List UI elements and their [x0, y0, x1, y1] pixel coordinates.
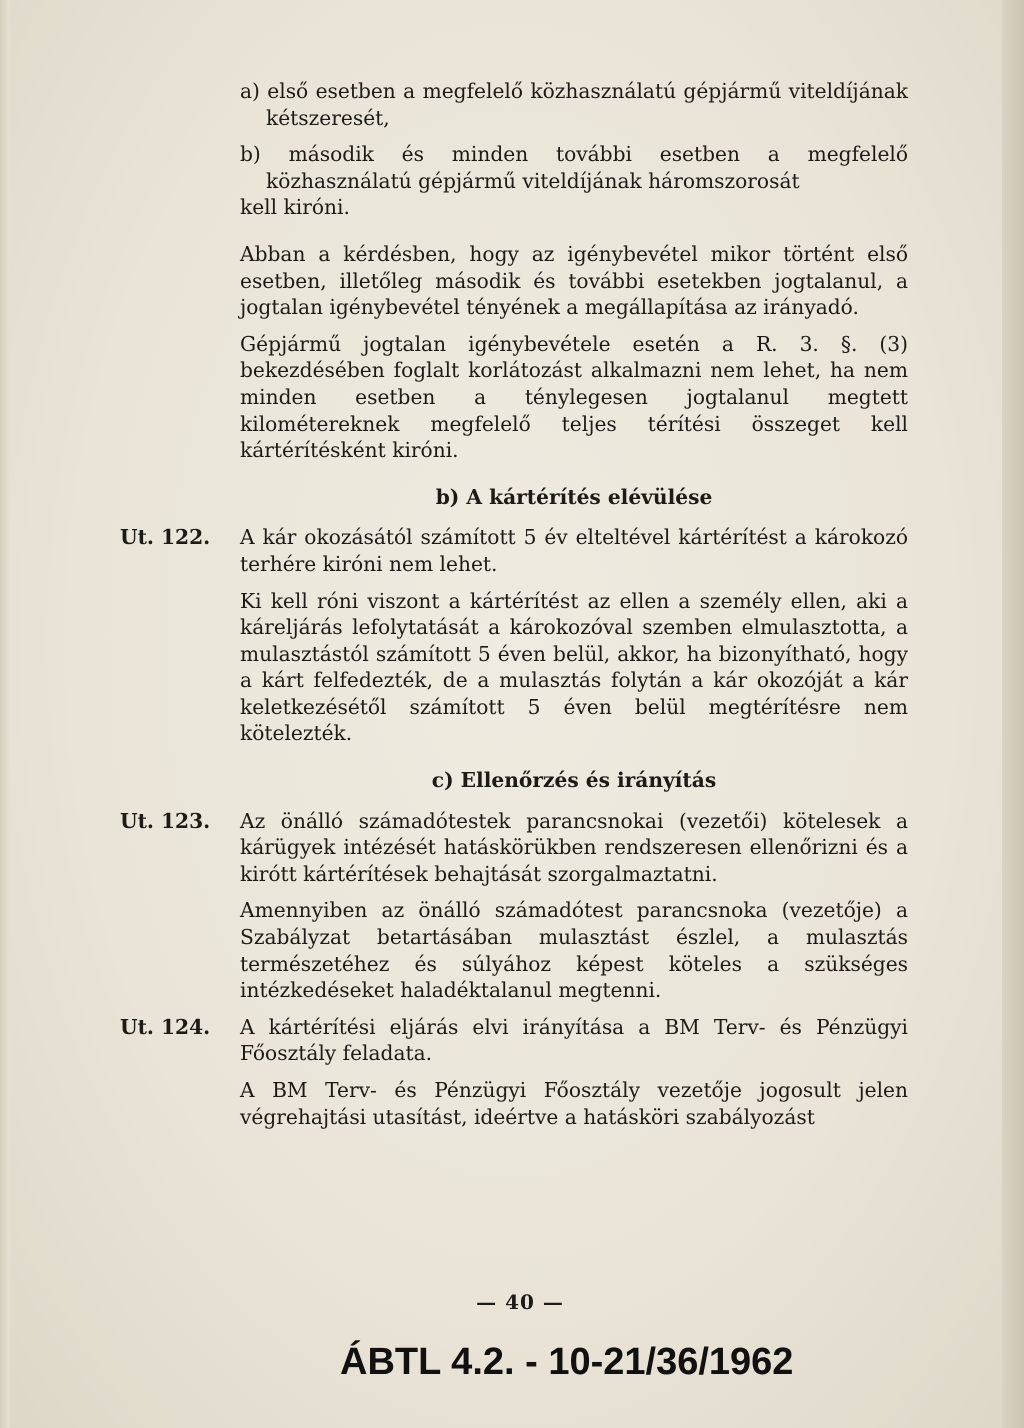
ut-123-label: Ut. 123. [120, 808, 211, 833]
section-c-paragraphs [120, 897, 908, 1003]
kell-kironi-line: kell kiróni. [240, 195, 350, 220]
heading-c-letter: c) [431, 768, 454, 793]
heading-b-letter: b) [435, 484, 460, 509]
archive-stamp: ÁBTL 4.2. - 10-21/36/1962 [340, 1341, 794, 1383]
paragraph-ki-kell-roni: Ki kell róni viszont a kártérítést az ellen a személy ellen, aki a kárеljárás lefolytatását a károkozóval szemben elmulasztotta, a mulasztástól számított 5 éven belül, akkor, ha bizonyítható, hogy a kárt felfedezték, de a mulasztás folytán a kár okozóját a kár keletkezésétől számított 5 éven belül megtérítésre nem kötelezték. [240, 588, 908, 746]
intro-list [120, 78, 908, 221]
ut-122 [120, 524, 908, 577]
section-final-paragraphs [120, 1077, 908, 1130]
list-item-b-text: második és minden további esetben a megfelelő közhasználatú gépjármű viteldíjának háromszorosát [266, 142, 909, 193]
document-body [120, 78, 908, 1130]
list-item-b-label: b) [240, 142, 261, 167]
heading-c [120, 767, 908, 794]
ut-123 [120, 808, 908, 888]
ut-122-label: Ut. 122. [120, 525, 211, 550]
ut-122-text: A kár okozásától számított 5 év elteltével kártérítést a károkozó terhére kiróni nem lehet. [240, 525, 908, 576]
list-item-a [240, 78, 908, 131]
paragraph-bm-vezetoje: A BM Terv- és Pénzügyi Főosztály vezetője jogosult jelen végrehajtási utasítást, ideértve a hatásköri szabályozást [240, 1078, 908, 1129]
list-item-a-label: a) [240, 79, 260, 103]
heading-b-title: A kártérítés elévülése [466, 484, 713, 509]
page-left-edge [0, 0, 10, 1428]
paragraph-gepjarmu: Gépjármű jogtalan igénybevétele esetén a R. 3. §. (3) bekezdésében foglalt korlátozást alkalmazni nem lehet, ha nem minden esetben a ténylegesen jogtalanul megtett kilométereknek megfelelő teljes térítési összeget kell kártérítésként kiróni. [240, 331, 908, 463]
section-b-paragraphs [120, 588, 908, 748]
heading-b [120, 484, 908, 511]
paragraph-amennyiben: Amennyiben az önálló számadótest parancsnoka (vezetője) a Szabályzat betartásában mulasztást észlel, a mulasztás természetéhez és súlyához képest köteles a szükséges intézkedéseket haladéktalanul megtenni. [240, 898, 908, 1003]
page-right-edge [1002, 0, 1024, 1428]
list-item-b [240, 141, 908, 194]
ut-124-text: A kártérítési eljárás elvi irányítása a BM Terv- és Pénzügyi Főosztály feladata. [240, 1014, 908, 1066]
section-a-paragraphs [120, 241, 908, 464]
page-number: — 40 — [476, 1290, 564, 1314]
ut-124 [120, 1014, 908, 1067]
paragraph-abban: Abban a kérdésben, hogy az igénybevétel mikor történt első esetben, illetőleg második és további esetekben jogtalanul, a jogtalan igénybevétel tényének a megállapítása az irányadó. [240, 241, 908, 320]
ut-123-text: Az önálló számadótestek parancsnokai (vezetői) kötelesek a kárügyek intézését hatáskörükben rendszeresen ellenőrizni és a kirótt kártérítések behajtását szorgalmaztatni. [240, 808, 908, 886]
heading-c-title: Ellenőrzés és irányítás [460, 768, 717, 793]
ut-124-label: Ut. 124. [120, 1014, 211, 1039]
list-item-a-text: első esetben a megfelelő közhasználatú gépjármű viteldíjának kétszeresét, [266, 79, 909, 130]
